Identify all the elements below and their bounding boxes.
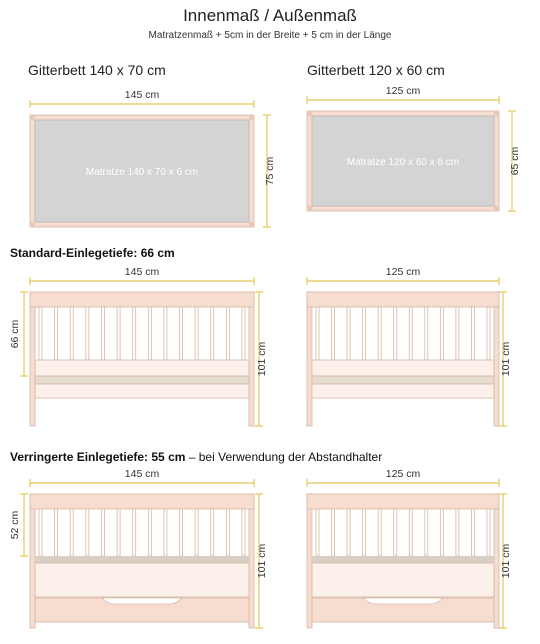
red-right-crib-leg-right — [494, 494, 499, 628]
std-left-crib-bar — [101, 307, 104, 360]
std-right-crib-bar — [394, 307, 397, 360]
std-right-crib-side-panel-lower — [312, 384, 494, 398]
std-left-crib-bar — [164, 307, 167, 360]
reduced-depth-heading-note: – bei Verwendung der Abstandhalter — [185, 450, 383, 464]
std-right-crib-side-panel-upper — [312, 360, 494, 376]
std-left-crib-slat-band — [35, 376, 249, 384]
std-right-crib-bar — [378, 307, 381, 360]
red-right-crib-drawer-handle — [363, 598, 443, 604]
red-left-crib-bar — [180, 509, 183, 556]
reduced-depth-heading-bold: Verringerte Einlegetiefe: 55 cm — [10, 450, 186, 464]
std-left-crib-bar — [133, 307, 136, 360]
bed-1-top-corner-tr — [249, 115, 254, 120]
bed-1-top-mattress-label: Matratze 140 x 70 x 6 cm — [85, 167, 199, 178]
std-left-crib-leg-right — [249, 292, 254, 426]
red-left-crib-bar — [39, 509, 42, 556]
bed-1-top-corner-bl — [30, 222, 35, 227]
red-left-crib-drawer-handle — [102, 598, 182, 604]
red-left-crib-side-panel — [35, 563, 249, 597]
bed-1-top-corner-tl — [30, 115, 35, 120]
bed-1-title: Gitterbett 140 x 70 cm — [28, 62, 166, 78]
red-left-crib-leg-left — [30, 494, 35, 628]
standard-depth-heading: Standard-Einlegetiefe: 66 cm — [10, 246, 175, 260]
red-right-crib-slat-band — [312, 556, 494, 563]
red-left-crib-bar — [70, 509, 73, 556]
red-left-crib-bar — [86, 509, 89, 556]
red-right-crib-top-rail — [307, 494, 499, 509]
red-left-crib-top-rail — [30, 494, 254, 509]
std-right-crib-bar — [471, 307, 474, 360]
red-right-crib-bar — [363, 509, 366, 556]
red-right-crib-leg-left — [307, 494, 312, 628]
red-left-height-dim-label: 101 cm — [256, 543, 268, 579]
std-left-crib-bar — [86, 307, 89, 360]
red-right-crib-bar — [347, 509, 350, 556]
std-left-crib-bar — [226, 307, 229, 360]
red-right-crib-bar — [471, 509, 474, 556]
bed-2-top-corner-tl — [307, 111, 312, 116]
red-right-height-dim-label: 101 cm — [500, 543, 512, 579]
red-left-width-dim-label: 145 cm — [124, 468, 160, 480]
std-right-crib-bar — [332, 307, 335, 360]
std-left-width-dim-label: 145 cm — [124, 266, 160, 278]
std-left-crib-bar — [70, 307, 73, 360]
red-left-crib-bar — [164, 509, 167, 556]
bed-2-title: Gitterbett 120 x 60 cm — [307, 62, 445, 78]
std-right-crib-bar — [456, 307, 459, 360]
std-right-crib-bar — [487, 307, 490, 360]
std-left-crib-bar — [148, 307, 151, 360]
red-right-crib-bar — [425, 509, 428, 556]
std-right-height-dim-label: 101 cm — [500, 341, 512, 377]
std-left-crib-leg-left — [30, 292, 35, 426]
page-subtitle: Matratzenmaß + 5cm in der Breite + 5 cm in der Länge — [148, 30, 392, 41]
bed-2-top-corner-tr — [494, 111, 499, 116]
bed-2-top-corner-bl — [307, 206, 312, 211]
std-right-crib-top-rail — [307, 292, 499, 307]
red-left-crib-bar — [195, 509, 198, 556]
red-right-crib-bar — [440, 509, 443, 556]
red-right-crib-bar — [487, 509, 490, 556]
red-right-crib-bar — [456, 509, 459, 556]
std-left-crib-bar — [180, 307, 183, 360]
std-right-width-dim-label: 125 cm — [385, 266, 421, 278]
std-left-height-dim-label: 101 cm — [256, 341, 268, 377]
bed-2-top-mattress-label: Matratze 120 x 60 x 6 cm — [346, 157, 460, 168]
std-left-crib-top-rail — [30, 292, 254, 307]
red-right-width-dim-label: 125 cm — [385, 468, 421, 480]
bed-2-top-height-dim-label: 65 cm — [509, 146, 521, 176]
bed-1-top-corner-br — [249, 222, 254, 227]
red-left-depth-dim-label: 52 cm — [9, 510, 21, 540]
red-left-crib-bar — [101, 509, 104, 556]
red-right-crib-bar — [394, 509, 397, 556]
bed-2-top-corner-br — [494, 206, 499, 211]
bed-1-top-height-dim-label: 75 cm — [264, 156, 276, 186]
red-left-crib-leg-right — [249, 494, 254, 628]
std-right-crib-bar — [347, 307, 350, 360]
std-left-crib-bar — [242, 307, 245, 360]
std-right-crib-leg-right — [494, 292, 499, 426]
red-left-crib-bar — [211, 509, 214, 556]
std-left-depth-dim-label: 66 cm — [9, 319, 21, 349]
red-right-crib-bar — [332, 509, 335, 556]
std-right-crib-leg-left — [307, 292, 312, 426]
page-title: Innenmaß / Außenmaß — [183, 6, 357, 25]
red-left-crib-bar — [133, 509, 136, 556]
std-left-crib-side-panel-upper — [35, 360, 249, 376]
std-left-crib-bar — [211, 307, 214, 360]
std-left-crib-bar — [55, 307, 58, 360]
std-right-crib-bar — [363, 307, 366, 360]
std-right-crib-bar — [316, 307, 319, 360]
red-left-crib-bar — [226, 509, 229, 556]
red-right-crib-bar — [409, 509, 412, 556]
red-right-crib-bar — [378, 509, 381, 556]
red-left-crib-bar — [148, 509, 151, 556]
std-left-crib-bar — [39, 307, 42, 360]
red-left-crib-bar — [117, 509, 120, 556]
red-left-crib-bar — [242, 509, 245, 556]
red-left-crib-bar — [55, 509, 58, 556]
std-left-crib-side-panel-lower — [35, 384, 249, 398]
bed-2-top-width-dim-label: 125 cm — [385, 85, 421, 97]
std-right-crib-bar — [425, 307, 428, 360]
std-left-crib-bar — [117, 307, 120, 360]
std-left-crib-bar — [195, 307, 198, 360]
red-right-crib-bar — [316, 509, 319, 556]
red-left-crib-slat-band — [35, 556, 249, 563]
std-right-crib-bar — [440, 307, 443, 360]
bed-1-top-width-dim-label: 145 cm — [124, 89, 160, 101]
std-right-crib-slat-band — [312, 376, 494, 384]
red-right-crib-side-panel — [312, 563, 494, 597]
std-right-crib-bar — [409, 307, 412, 360]
